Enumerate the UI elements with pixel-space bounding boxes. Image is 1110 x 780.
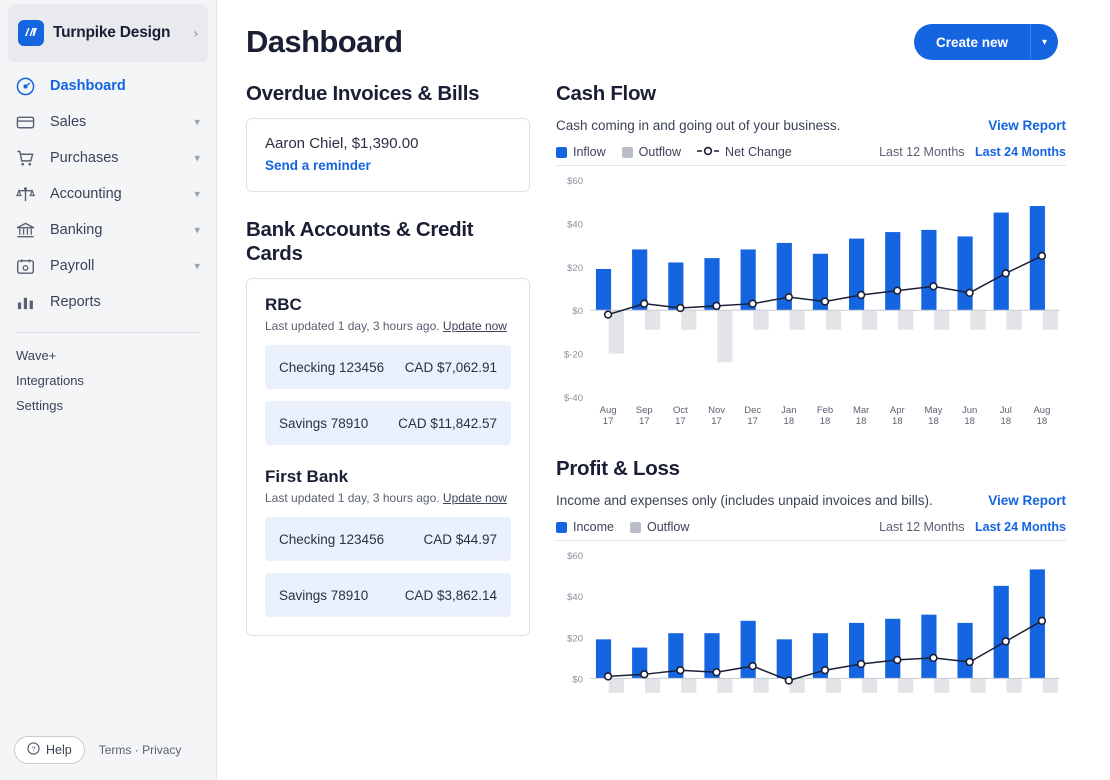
- chevron-right-icon: ›: [193, 25, 198, 41]
- legend-item-outflow: [622, 145, 681, 159]
- footer-separator: ·: [134, 743, 139, 757]
- privacy-link[interactable]: Privacy: [142, 743, 182, 757]
- legend-item-income: [556, 520, 614, 534]
- svg-text:Mar: Mar: [852, 405, 870, 416]
- bank-account-block: [265, 295, 511, 445]
- range-last-24-months[interactable]: Last 24 Months: [975, 520, 1066, 534]
- net-change-marker-icon: [697, 145, 719, 159]
- cash-flow-subheader: [556, 118, 1066, 133]
- update-now-link[interactable]: Update now: [442, 319, 507, 333]
- bank-updated-text: Last updated 1 day, 3 hours ago.: [265, 319, 440, 333]
- profit-loss-view-report-link[interactable]: View Report: [988, 493, 1066, 508]
- account-label: Savings 78910: [279, 587, 369, 603]
- account-label: Checking 123456: [279, 359, 385, 375]
- bank-icon: [16, 221, 42, 240]
- svg-text:$0: $0: [572, 306, 583, 318]
- sidebar-item-settings[interactable]: Settings: [16, 398, 63, 413]
- sales-card-icon: [16, 113, 42, 132]
- chevron-down-icon: ▾: [1041, 36, 1048, 48]
- cash-flow-legend: [556, 145, 792, 159]
- help-label: Help: [46, 743, 72, 757]
- bank-name: First Bank: [265, 467, 349, 486]
- page-header: [246, 0, 1058, 60]
- update-now-link[interactable]: Update now: [442, 491, 507, 505]
- legend-label: Inflow: [573, 145, 606, 159]
- svg-text:18: 18: [928, 416, 939, 427]
- svg-text:Aug: Aug: [599, 405, 617, 416]
- cart-icon: [16, 149, 42, 168]
- sidebar-divider: [16, 332, 200, 333]
- legend-label: Outflow: [638, 145, 682, 159]
- sidebar-item-label: Purchases: [50, 150, 119, 166]
- overdue-section-title: Overdue Invoices & Bills: [246, 82, 480, 105]
- sidebar-item-accounting[interactable]: [0, 176, 216, 212]
- cash-flow-title: Cash Flow: [556, 82, 656, 105]
- svg-text:18: 18: [1000, 416, 1012, 427]
- sidebar: [0, 0, 217, 780]
- account-balance: CAD $3,862.14: [404, 587, 497, 603]
- svg-text:17: 17: [675, 416, 686, 427]
- sidebar-item-label: Banking: [50, 222, 103, 238]
- svg-text:$60: $60: [567, 551, 583, 562]
- legend-swatch-income: [556, 522, 567, 533]
- range-last-12-months[interactable]: Last 12 Months: [879, 520, 965, 534]
- dashboard-icon: [16, 77, 42, 96]
- brand-switcher[interactable]: [8, 4, 208, 62]
- bank-account-block: [265, 467, 511, 617]
- account-row[interactable]: [265, 573, 511, 617]
- svg-text:17: 17: [638, 416, 650, 427]
- overdue-entry-name: Aaron Chiel, $1,390.00: [265, 135, 419, 152]
- legend-label: Net Change: [725, 145, 792, 159]
- cash-flow-range-toggle: [879, 145, 1066, 159]
- reports-bars-icon: [16, 293, 42, 312]
- sidebar-item-label: Dashboard: [50, 78, 126, 94]
- accounting-scale-icon: [16, 185, 42, 204]
- sidebar-item-banking[interactable]: [0, 212, 216, 248]
- sidebar-footer: [0, 724, 216, 780]
- cash-flow-section: [556, 82, 1066, 439]
- cash-flow-legend-row: [556, 145, 1066, 166]
- svg-text:17: 17: [602, 416, 614, 427]
- bank-updated: [265, 491, 511, 505]
- dashboard-columns: [246, 82, 1066, 715]
- svg-text:Sep: Sep: [635, 405, 653, 416]
- account-label: Checking 123456: [279, 531, 385, 547]
- svg-text:17: 17: [711, 416, 722, 427]
- svg-text:$20: $20: [567, 262, 583, 274]
- chevron-down-icon: ▾: [194, 224, 200, 237]
- svg-text:17: 17: [747, 416, 758, 427]
- sidebar-item-purchases[interactable]: [0, 140, 216, 176]
- range-last-12-months[interactable]: Last 12 Months: [879, 145, 965, 159]
- svg-text:$60: $60: [567, 176, 583, 187]
- sidebar-nav: [0, 68, 216, 320]
- main-content: [217, 0, 1110, 780]
- svg-text:Jul: Jul: [999, 405, 1012, 416]
- page-title: Dashboard: [246, 24, 403, 59]
- svg-text:?: ?: [31, 744, 36, 754]
- svg-text:Apr: Apr: [889, 405, 905, 416]
- overdue-card: [246, 118, 530, 192]
- brand-name: Turnpike Design: [53, 24, 171, 41]
- svg-text:$-40: $-40: [563, 393, 583, 404]
- svg-text:$40: $40: [567, 219, 583, 231]
- sidebar-item-label: Accounting: [50, 186, 122, 202]
- left-column: [246, 82, 530, 715]
- svg-text:$20: $20: [567, 633, 583, 645]
- profit-loss-legend-row: [556, 520, 1066, 541]
- sidebar-item-label: Sales: [50, 114, 87, 130]
- profit-loss-section: [556, 457, 1066, 709]
- svg-text:Jan: Jan: [781, 405, 797, 416]
- svg-text:18: 18: [819, 416, 831, 427]
- sidebar-item-label: Payroll: [50, 258, 95, 274]
- account-row[interactable]: [265, 401, 511, 445]
- svg-text:May: May: [924, 405, 943, 416]
- profit-loss-subheader: [556, 493, 1066, 508]
- create-new-dropdown-button[interactable]: [1030, 24, 1058, 60]
- legend-swatch-outflow: [622, 147, 633, 158]
- svg-text:18: 18: [1036, 416, 1048, 427]
- legend-label: Income: [573, 520, 614, 534]
- footer-links: [99, 743, 182, 757]
- account-balance: CAD $7,062.91: [404, 359, 497, 375]
- profit-loss-subtitle: Income and expenses only (includes unpaid invoices and bills).: [556, 493, 933, 508]
- sidebar-item-reports[interactable]: [0, 284, 216, 320]
- svg-text:Nov: Nov: [708, 405, 725, 416]
- send-reminder-link[interactable]: Send a reminder: [265, 158, 371, 173]
- create-new-button[interactable]: Create new: [914, 24, 1030, 60]
- right-column: [556, 82, 1066, 715]
- sidebar-item-wave-plus[interactable]: Wave+: [16, 348, 57, 363]
- svg-text:$40: $40: [567, 592, 583, 604]
- terms-link[interactable]: Terms: [98, 743, 132, 757]
- svg-text:18: 18: [892, 416, 903, 427]
- svg-text:Feb: Feb: [816, 405, 834, 416]
- chevron-down-icon: ▾: [194, 260, 200, 273]
- create-new-group: [914, 24, 1058, 60]
- legend-item-net-change: [697, 145, 792, 159]
- sidebar-item-integrations[interactable]: Integrations: [16, 373, 84, 388]
- cash-flow-subtitle: Cash coming in and going out of your business.: [556, 118, 841, 133]
- cash-flow-chart[interactable]: [556, 174, 1066, 439]
- account-label: Savings 78910: [279, 415, 369, 431]
- account-balance: CAD $11,842.57: [398, 415, 497, 431]
- sidebar-item-payroll[interactable]: [0, 248, 216, 284]
- svg-text:18: 18: [783, 416, 795, 427]
- account-row[interactable]: [265, 345, 511, 389]
- svg-text:18: 18: [964, 416, 975, 427]
- sidebar-sub-nav: [0, 343, 216, 418]
- help-button[interactable]: [14, 736, 85, 764]
- payroll-calendar-icon: [16, 257, 42, 276]
- legend-item-inflow: [556, 145, 606, 159]
- bank-updated: [265, 319, 511, 333]
- bank-name: RBC: [265, 295, 302, 314]
- legend-label: Outflow: [647, 520, 690, 534]
- profit-loss-chart[interactable]: [556, 549, 1066, 709]
- svg-text:Jun: Jun: [961, 405, 978, 416]
- sidebar-item-label: Reports: [50, 294, 101, 310]
- profit-loss-range-toggle: [879, 520, 1066, 534]
- chevron-down-icon: ▾: [194, 152, 200, 165]
- account-balance: CAD $44.97: [423, 531, 497, 547]
- wave-logo-icon: [18, 20, 44, 46]
- profit-loss-legend: [556, 520, 689, 534]
- chevron-down-icon: ▾: [194, 188, 200, 201]
- svg-text:Oct: Oct: [672, 405, 688, 416]
- cash-flow-view-report-link[interactable]: View Report: [988, 118, 1066, 133]
- range-last-24-months[interactable]: Last 24 Months: [975, 145, 1066, 159]
- sidebar-item-dashboard[interactable]: [0, 68, 216, 104]
- bank-accounts-card: [246, 278, 530, 636]
- svg-text:Aug: Aug: [1033, 405, 1051, 416]
- svg-text:18: 18: [855, 416, 867, 427]
- account-row[interactable]: [265, 517, 511, 561]
- svg-text:$-20: $-20: [563, 349, 583, 361]
- profit-loss-title: Profit & Loss: [556, 457, 680, 480]
- question-circle-icon: [27, 742, 40, 758]
- bank-updated-text: Last updated 1 day, 3 hours ago.: [265, 491, 440, 505]
- legend-swatch-outflow: [630, 522, 641, 533]
- legend-item-outflow: [630, 520, 689, 534]
- svg-text:$0: $0: [572, 674, 583, 686]
- chevron-down-icon: ▾: [194, 116, 200, 129]
- legend-swatch-inflow: [556, 147, 567, 158]
- sidebar-item-sales[interactable]: [0, 104, 216, 140]
- bank-section-title: Bank Accounts & Credit Cards: [246, 218, 474, 265]
- svg-text:Dec: Dec: [744, 405, 762, 416]
